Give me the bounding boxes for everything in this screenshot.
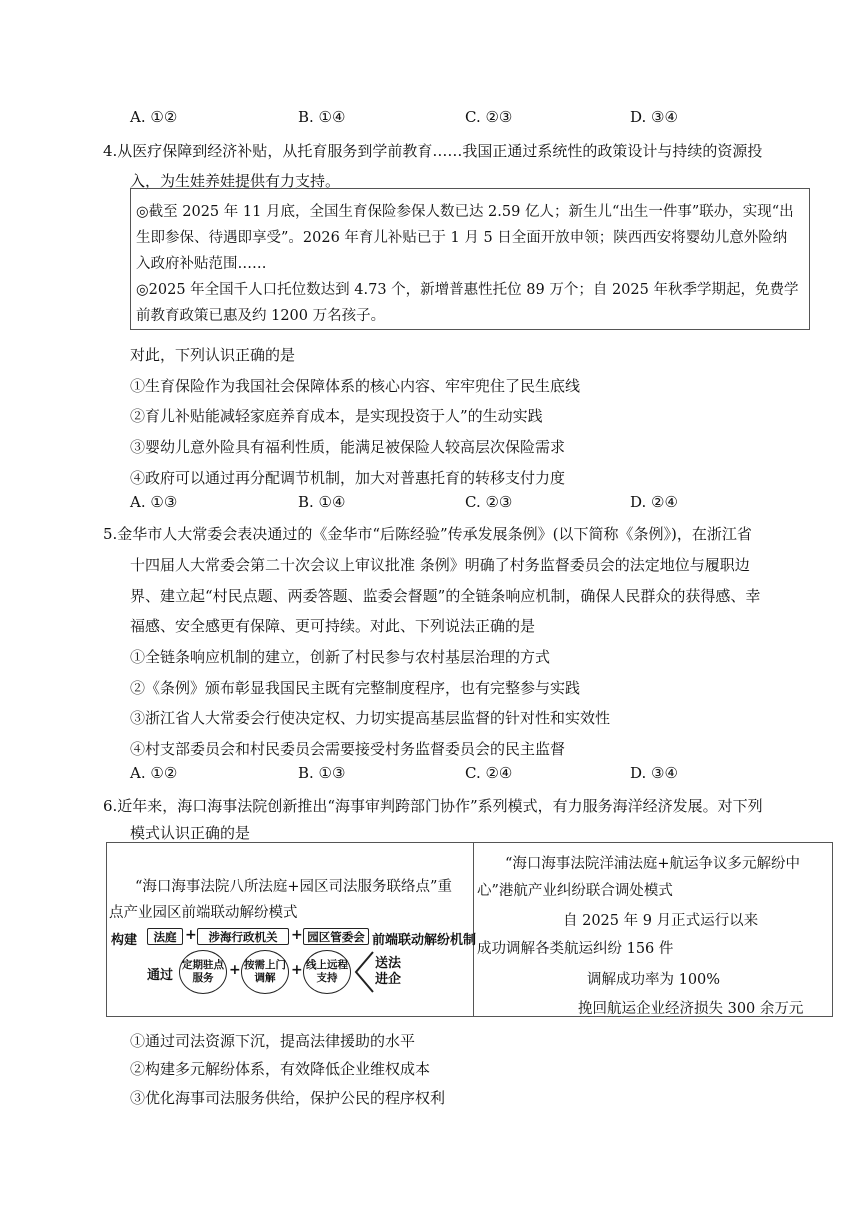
right-model-line: 调解成功率为 100% — [587, 972, 721, 988]
q4-material-line: ◎2025 年全国千人口托位数达到 4.73 个，新增普惠性托位 89 万个；自 2025 年秋季学期起，免费学 — [136, 282, 799, 298]
q4-option-c[interactable]: C. ②③ — [465, 493, 513, 511]
diagram-build-label: 构建 — [111, 933, 138, 948]
q5-statement-2: ②《条例》颁布彰显我国民主既有完整制度程序，也有完整参与实践 — [130, 679, 581, 697]
q4-option-a[interactable]: A. ①③ — [130, 493, 178, 511]
diagram-box-court: 法庭 — [147, 928, 183, 945]
q4-option-b[interactable]: B. ①④ — [298, 493, 346, 511]
q3-option-a[interactable]: A. ①② — [130, 108, 178, 126]
q3-option-d[interactable]: D. ③④ — [630, 108, 678, 126]
diagram-circle-online: 线上远程支持 — [303, 950, 351, 994]
q6-statement-2: ②构建多元解纷体系，有效降低企业维权成本 — [130, 1060, 431, 1078]
q5-option-c[interactable]: C. ②④ — [465, 764, 513, 782]
q6-material-table — [106, 842, 833, 1017]
diagram-through-label: 通过 — [147, 968, 174, 983]
q5-stem-line: 界、建立起“村民点题、两委答题、监委会督题”的全链条响应机制，确保人民群众的获得感、幸 — [130, 587, 761, 605]
q5-statement-1: ①全链条响应机制的建立，创新了村民参与农村基层治理的方式 — [130, 648, 551, 666]
q4-statement-3: ③婴幼儿意外险具有福利性质，能满足被保险人较高层次保险需求 — [130, 438, 566, 456]
q4-stem-line2: 入，为生娃养娃提供有力支持。 — [130, 172, 341, 190]
q5-stem-line: 福感、安全感更有保障、更可持续。对此、下列说法正确的是 — [130, 617, 536, 635]
plus-icon: + — [229, 962, 241, 978]
diagram-mechanism-label: 前端联动解纷机制 — [372, 933, 477, 948]
diagram-box-park: 园区管委会 — [303, 928, 369, 945]
left-model-title-line1: “海口海事法院八所法庭+园区司法服务联络点”重 — [135, 879, 452, 895]
q3-option-c[interactable]: C. ②③ — [465, 108, 513, 126]
plus-icon: + — [291, 927, 303, 943]
plus-icon: + — [291, 962, 303, 978]
q6-statement-3: ③优化海事司法服务供给，保护公民的程序权利 — [130, 1089, 446, 1107]
right-model-line: 自 2025 年 9 月正式运行以来 — [563, 913, 759, 929]
right-model-line: 挽回航运企业经济损失 300 余万元 — [578, 1001, 804, 1017]
q5-statement-4: ④村支部委员会和村民委员会需要接受村务监督委员会的民主监督 — [130, 740, 566, 758]
q4-material-line: ◎截至 2025 年 11 月底，全国生育保险参保人数已达 2.59 亿人；新生儿“出生一件事”联办，实现“出 — [136, 204, 794, 220]
q4-stem-line1: 4.从医疗保障到经济补贴，从托育服务到学前教育……我国正通过系统性的政策设计与持续的资源投 — [103, 142, 763, 160]
q5-option-d[interactable]: D. ③④ — [630, 764, 678, 782]
q6-stem-line2: 模式认识正确的是 — [130, 824, 251, 842]
diagram-circle-visit: 按需上门调解 — [241, 950, 289, 994]
q4-statement-2: ②育儿补贴能减轻家庭养育成本，是实现投资于人”的生动实践 — [130, 407, 543, 425]
q4-material-line: 入政府补贴范围…… — [136, 256, 267, 272]
q4-prompt: 对此，下列认识正确的是 — [130, 346, 296, 364]
q4-option-d[interactable]: D. ②④ — [630, 493, 678, 511]
q4-material-line: 生即参保、待遇即享受”。2026 年育儿补贴已于 1 月 5 日全面开放申领；陕西西安将婴幼儿意外险纳 — [136, 230, 788, 246]
q6-stem-line1: 6.近年来，海口海事法院创新推出“海事审判跨部门协作”系列模式，有力服务海洋经济发展。对下列 — [103, 797, 763, 815]
q3-options — [130, 108, 770, 130]
q5-options — [130, 764, 770, 786]
diagram-box-admin: 涉海行政机关 — [197, 928, 289, 945]
q3-option-b[interactable]: B. ①④ — [298, 108, 346, 126]
q4-statement-4: ④政府可以通过再分配调节机制，加大对普惠托育的转移支付力度 — [130, 469, 566, 487]
q4-statement-1: ①生育保险作为我国社会保障体系的核心内容、牢牢兜住了民生底线 — [130, 377, 581, 395]
right-model-line: 成功调解各类航运纠纷 156 件 — [477, 941, 674, 957]
q5-option-a[interactable]: A. ①② — [130, 764, 178, 782]
q4-options — [130, 493, 770, 515]
chevron-left-icon — [353, 950, 375, 994]
right-model-line: “海口海事法院洋浦法庭+航运争议多元解纷中 — [505, 856, 801, 872]
q6-statement-1: ①通过司法资源下沉，提高法律援助的水平 — [130, 1032, 416, 1050]
q5-option-b[interactable]: B. ①③ — [298, 764, 346, 782]
right-model-line: 心”港航产业纠纷联合调处模式 — [477, 883, 673, 899]
diagram-circle-station: 定期驻点服务 — [179, 950, 227, 994]
q5-stem-line: 5.金华市人大常委会表决通过的《金华市“后陈经验”传承发展条例》(以下简称《条例》)，在浙江省 — [103, 525, 752, 543]
q5-stem-line: 十四届人大常委会第二十次会议上审议批准 条例》明确了村务监督委员会的法定地位与履职边 — [130, 556, 750, 574]
plus-icon: + — [185, 927, 197, 943]
left-model-title-line2: 点产业园区前端联动解纷模式 — [109, 905, 298, 921]
q4-material-line: 前教育政策已惠及约 1200 万名孩子。 — [136, 308, 386, 324]
q5-statement-3: ③浙江省人大常委会行使决定权、力切实提高基层监督的针对性和实效性 — [130, 709, 611, 727]
q4-material-box — [130, 188, 810, 330]
diagram-result-label: 送法进企 — [375, 956, 402, 987]
